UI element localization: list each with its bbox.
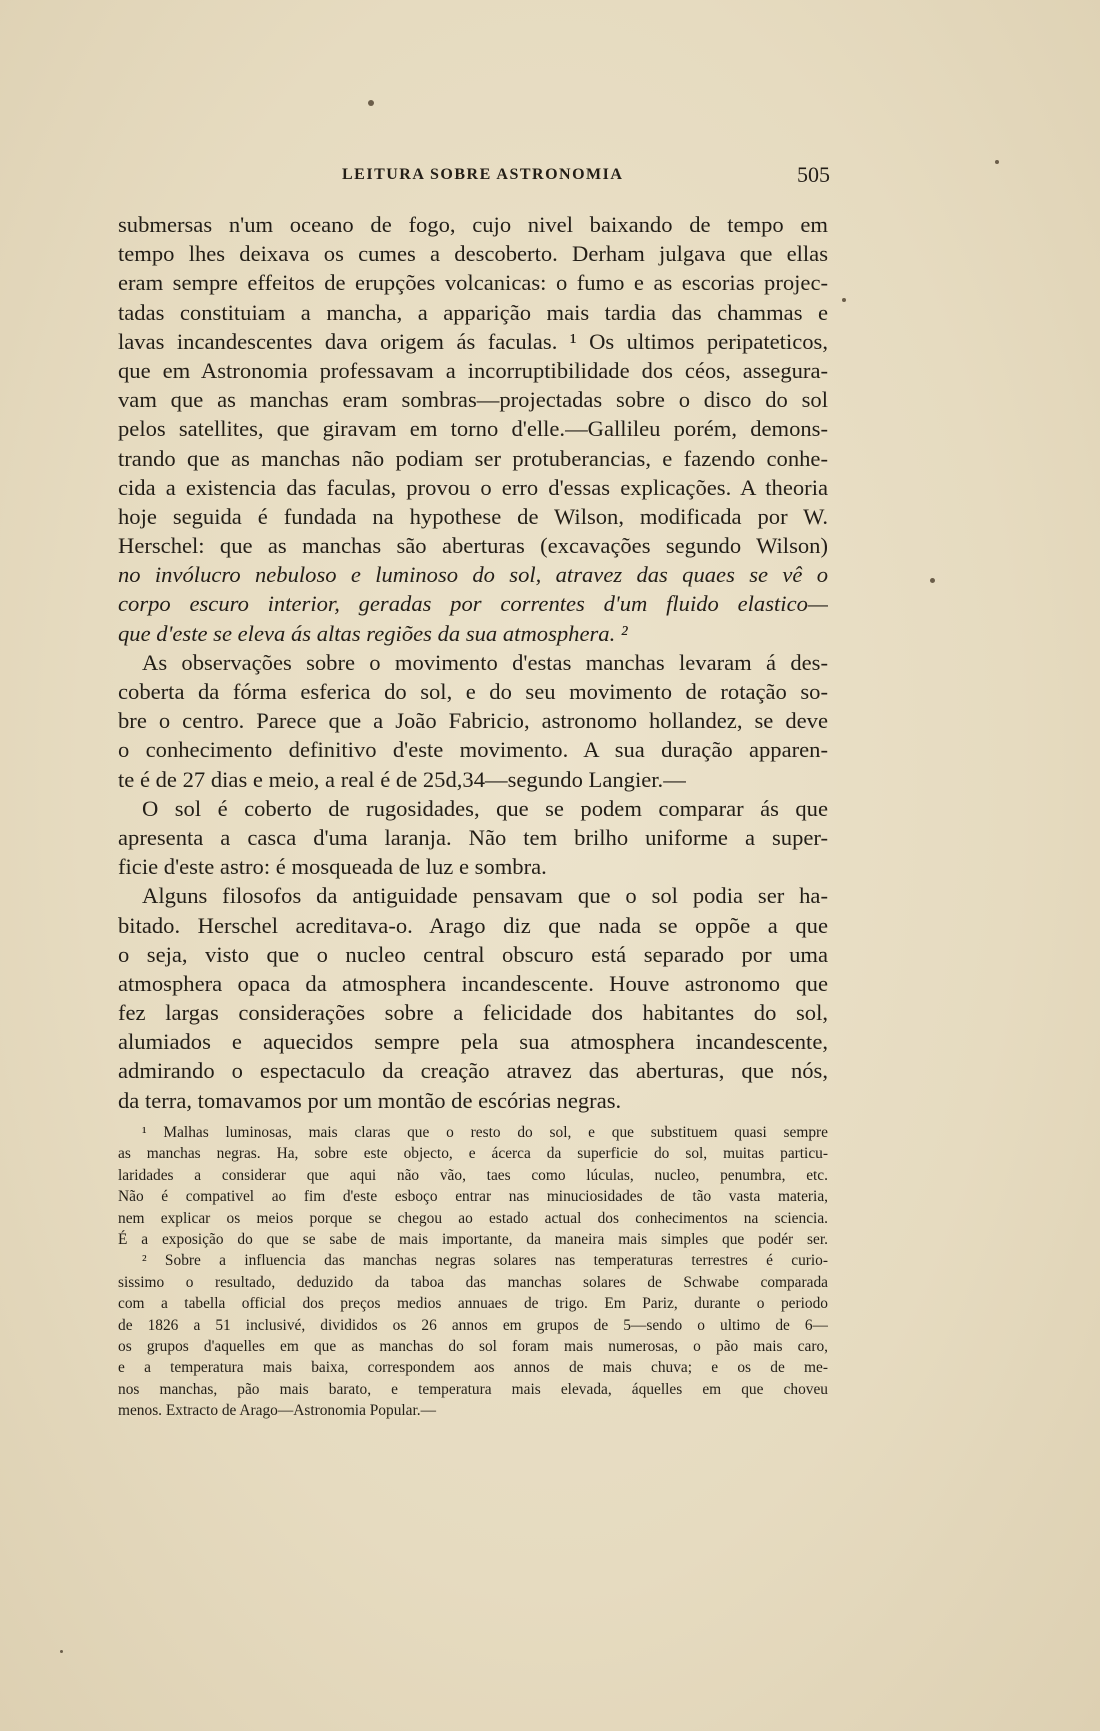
text-line: apresenta a casca d'uma laranja. Não tem brilho uniforme a super- <box>118 824 828 850</box>
paper-speck <box>995 160 999 164</box>
footnote-line: nos manchas, pão mais barato, e temperatura mais elevada, áquelles em que choveu <box>118 1380 828 1398</box>
page-header <box>120 162 830 190</box>
text-line: bre o centro. Parece que a João Fabricio, astronomo hollandez, se deve <box>118 708 828 734</box>
footnote-line: ² Sobre a influencia das manchas negras solares nas temperaturas terrestres é curio- <box>142 1252 828 1270</box>
text-line: te é de 27 dias e meio, a real é de 25d,34—segundo Langier.— <box>118 766 686 792</box>
paper-speck <box>842 298 846 302</box>
text-line: o conhecimento definitivo d'este movimento. A sua duração apparen- <box>118 737 828 763</box>
text-line: submersas n'um oceano de fogo, cujo nivel baixando de tempo em <box>118 212 828 237</box>
footnote-line: com a tabella official dos preços medios annuaes de trigo. Em Pariz, durante o periodo <box>118 1295 828 1313</box>
text-line: corpo escuro interior, geradas por correntes d'um fluido elastico— <box>118 591 828 617</box>
footnotes <box>118 1122 828 1421</box>
footnote-line: de 1826 a 51 inclusivé, divididos os 26 annos em grupos de 5—sendo o ultimo de 6— <box>118 1316 828 1334</box>
text-line: trando que as manchas não podiam ser protuberancias, e fazendo conhe- <box>118 445 828 471</box>
footnote-line: as manchas negras. Ha, sobre este objecto, e ácerca da superficie do sol, muitas particu- <box>118 1145 828 1163</box>
text-line: lavas incandescentes dava origem ás faculas. ¹ Os ultimos peripateticos, <box>118 328 828 354</box>
text-line: da terra, tomavamos por um montão de escórias negras. <box>118 1087 622 1113</box>
footnote-line: laridades a considerar que aqui não vão, taes como lúculas, nucleo, penumbra, etc. <box>118 1166 828 1184</box>
footnote-line: menos. Extracto de Arago—Astronomia Popular.— <box>118 1402 437 1420</box>
text-line: que d'este se eleva ás altas regiões da sua atmosphera. ² <box>118 620 628 646</box>
text-line: pelos satellites, que giravam em torno d'elle.—Gallileu porém, demons- <box>118 416 828 442</box>
text-line: ficie d'este astro: é mosqueada de luz e sombra. <box>118 854 547 880</box>
footnote-line: ¹ Malhas luminosas, mais claras que o resto do sol, e que substituem quasi sempre <box>142 1124 828 1141</box>
text-line: vam que as manchas eram sombras—projectadas sobre o disco do sol <box>118 387 828 413</box>
text-line: Alguns filosofos da antiguidade pensavam que o sol podia ser ha- <box>142 883 828 909</box>
text-line: bitado. Herschel acreditava-o. Arago diz que nada se oppõe a que <box>118 912 828 938</box>
text-line: hoje seguida é fundada na hypothese de Wilson, modificada por W. <box>118 503 828 529</box>
text-line: As observações sobre o movimento d'estas manchas levaram á des- <box>142 649 828 675</box>
text-line: o seja, visto que o nucleo central obscuro está separado por uma <box>118 941 828 967</box>
text-line: admirando o espectaculo da creação atravez das aberturas, que nós, <box>118 1058 828 1084</box>
footnote-line: sissimo o resultado, deduzido da taboa das manchas solares de Schwabe comparada <box>118 1273 828 1291</box>
paper-speck <box>60 1650 63 1653</box>
page-number: 505 <box>797 162 830 187</box>
text-line: cida a existencia das faculas, provou o erro d'essas explicações. A theoria <box>118 474 828 500</box>
text-line: eram sempre effeitos de erupções volcanicas: o fumo e as escorias projec- <box>118 270 828 296</box>
text-line: atmosphera opaca da atmosphera incandescente. Houve astronomo que <box>118 970 828 996</box>
text-line: alumiados e aquecidos sempre pela sua atmosphera incandescente, <box>118 1029 828 1055</box>
footnote-line: os grupos d'aquelles em que as manchas do sol foram mais numerosas, o pão mais caro, <box>118 1337 828 1355</box>
text-line: Herschel: que as manchas são aberturas (excavações segundo Wilson) <box>118 533 828 559</box>
running-title: LEITURA SOBRE ASTRONOMIA <box>342 166 624 183</box>
footnote-line: É a exposição do que se sabe de mais importante, da maneira mais simples que podér ser. <box>118 1230 828 1248</box>
footnote-line: e a temperatura mais baixa, correspondem aos annos de mais chuva; e os de me- <box>118 1359 828 1377</box>
text-line: fez largas considerações sobre a felicidade dos habitantes do sol, <box>118 1000 828 1026</box>
main-text <box>118 210 828 1115</box>
text-line: tadas constituiam a mancha, a apparição mais tardia das chammas e <box>118 299 828 325</box>
paper-speck <box>368 100 374 106</box>
footnote-line: nem explicar os meios porque se chegou ao estado actual dos conhecimentos na sciencia. <box>118 1209 828 1227</box>
text-line: O sol é coberto de rugosidades, que se podem comparar ás que <box>142 795 828 821</box>
footnote-line: Não é compativel ao fim d'este esboço entrar nas minuciosidades de tão vasta materia, <box>118 1188 828 1206</box>
text-line: no invólucro nebuloso e luminoso do sol, atravez das quaes se vê o <box>118 562 828 588</box>
text-line: tempo lhes deixava os cumes a descoberto. Derham julgava que ellas <box>118 241 828 267</box>
text-line: que em Astronomia professavam a incorruptibilidade dos céos, assegura- <box>118 357 828 383</box>
paper-speck <box>930 578 935 583</box>
text-line: coberta da fórma esferica do sol, e do seu movimento de rotação so- <box>118 679 828 704</box>
